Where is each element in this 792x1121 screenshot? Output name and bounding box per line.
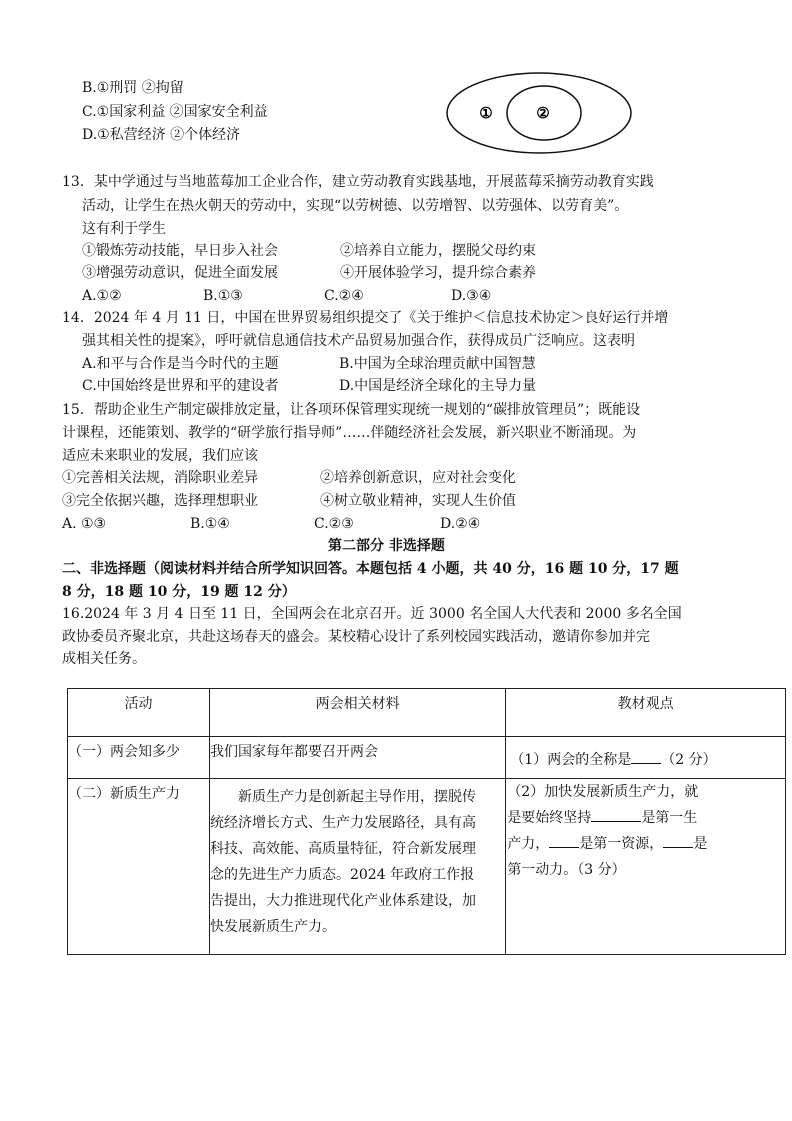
q15-stmt-3: ③完全依据兴趣，选择理想职业 <box>62 493 258 509</box>
q14-option-c: C.中国始终是世界和平的建设者 <box>82 378 279 394</box>
part2-heading-line1: 二、非选择题（阅读材料并结合所学知识回答。本题包括 4 小题，共 40 分，16 题 10 分，17 题 <box>62 561 679 577</box>
q16-line2: 政协委员齐聚北京，共赴这场春天的盛会。某校精心设计了系列校园实践活动，邀请你参加并完 <box>62 629 650 645</box>
header-material: 两会相关材料 <box>209 689 505 737</box>
q15-line1: 15．帮助企业生产制定碳排放定量，让各项环保管理实现统一规划的“碳排放管理员”；既能设 <box>62 402 641 418</box>
activity-table <box>67 688 786 955</box>
answer-blank[interactable] <box>663 833 693 848</box>
row2-material <box>209 779 505 955</box>
q14-option-a: A.和平与合作是当今时代的主题 <box>82 356 279 372</box>
q15-option-c: C.②③ <box>314 516 354 532</box>
part2-title: 第二部分 非选择题 <box>328 538 445 554</box>
q13-option-b: B.①③ <box>203 288 243 304</box>
q13-line1: 13．某中学通过与当地蓝莓加工企业合作，建立劳动教育实践基地，开展蓝莓采摘劳动教育实践 <box>62 174 654 190</box>
table-row <box>68 779 786 955</box>
row2-material-line: 新质生产力是创新起主导作用，摆脱传 <box>209 789 476 805</box>
row2-material-line: 快发展新质生产力。 <box>209 919 336 935</box>
table-row <box>68 737 786 779</box>
option-b-q12: B.①刑罚 ②拘留 <box>82 80 184 96</box>
q15-option-d: D.②④ <box>440 516 481 532</box>
q13-line3: 这有利于学生 <box>82 221 166 237</box>
row2-point-line4: 第一动力。（3 分） <box>507 862 626 878</box>
row1-point <box>506 737 786 779</box>
q13-stmt-4: ④开展体验学习，提升综合素养 <box>340 265 536 281</box>
q13-stmt-3: ③增强劳动意识，促进全面发展 <box>82 265 278 281</box>
q15-stmt-1: ①完善相关法规，消除职业差异 <box>62 470 258 486</box>
row2-point-line3: 产力， 是第一资源， 是 <box>507 831 785 857</box>
answer-blank[interactable] <box>631 749 661 764</box>
header-textbook-point: 教材观点 <box>506 689 786 737</box>
q13-option-d: D.③④ <box>451 288 492 304</box>
q13-option-a: A.①② <box>82 288 122 304</box>
q13-stmt-2: ②培养自立能力，摆脱父母约束 <box>340 243 536 259</box>
q16-line1: 16.2024 年 3 月 4 日至 11 日，全国两会在北京召开。近 3000 名全国人大代表和 2000 多名全国 <box>62 606 682 622</box>
part2-heading-line2: 8 分，18 题 10 分，19 题 12 分） <box>62 584 296 600</box>
row1-point-score: （2 分） <box>661 752 717 768</box>
q15-option-a: A. ①③ <box>62 516 107 532</box>
q16-line3: 成相关任务。 <box>62 651 146 667</box>
table-header-row <box>68 689 786 737</box>
q15-stmt-4: ④树立敬业精神，实现人生价值 <box>320 493 516 509</box>
q13-option-c: C.②④ <box>324 288 364 304</box>
venn-label-outer: ① <box>479 104 493 122</box>
q13-stmt-1: ①锻炼劳动技能，早日步入社会 <box>82 243 278 259</box>
q14-option-d: D.中国是经济全球化的主导力量 <box>339 378 537 394</box>
row1-material: 我们国家每年都要召开两会 <box>209 737 505 779</box>
q15-line2: 计课程，还能策划、教学的“研学旅行指导师”……伴随经济社会发展，新兴职业不断涌现。为 <box>62 425 637 441</box>
option-d-q12: D.①私营经济 ②个体经济 <box>82 127 241 143</box>
venn-label-inner: ② <box>536 104 550 122</box>
answer-blank[interactable] <box>591 807 641 822</box>
row2-point-line2: 是要始终坚持 是第一生 <box>507 805 785 831</box>
venn-diagram <box>444 70 634 160</box>
row2-material-line: 统经济增长方式、生产力发展路径，具有高 <box>209 815 476 831</box>
header-activity: 活动 <box>68 689 210 737</box>
q15-stmt-2: ②培养创新意识，应对社会变化 <box>320 470 516 486</box>
row2-material-line: 念的先进生产力质态。2024 年政府工作报 <box>209 867 475 883</box>
q14-line1: 14．2024 年 4 月 11 日，中国在世界贸易组织提交了《关于维护＜信息技术协定＞良好运行并增 <box>62 310 669 326</box>
row2-activity: （二）新质生产力 <box>68 779 210 955</box>
q14-option-b: B.中国为全球治理贡献中国智慧 <box>339 356 536 372</box>
row2-point <box>506 779 786 955</box>
row2-point-line1: （2）加快发展新质生产力，就 <box>507 784 699 800</box>
answer-blank[interactable] <box>549 833 579 848</box>
q15-line3: 适应未来职业的发展，我们应该 <box>62 448 258 464</box>
row2-material-line: 告提出，大力推进现代化产业体系建设，加 <box>209 893 476 909</box>
row1-activity: （一）两会知多少 <box>68 737 210 779</box>
row1-point-text: （1）两会的全称是 <box>510 752 632 768</box>
q15-option-b: B.①④ <box>190 516 230 532</box>
q14-line2: 强其相关性的提案》，呼吁就信息通信技术产品贸易加强合作，获得成员广泛响应。这表明 <box>82 333 635 349</box>
row2-material-line: 科技、高效能、高质量特征，符合新发展理 <box>209 841 476 857</box>
option-c-q12: C.①国家利益 ②国家安全利益 <box>82 104 268 120</box>
q13-line2: 活动，让学生在热火朝天的劳动中，实现“以劳树德、以劳增智、以劳强体、以劳育美”。 <box>82 198 629 214</box>
